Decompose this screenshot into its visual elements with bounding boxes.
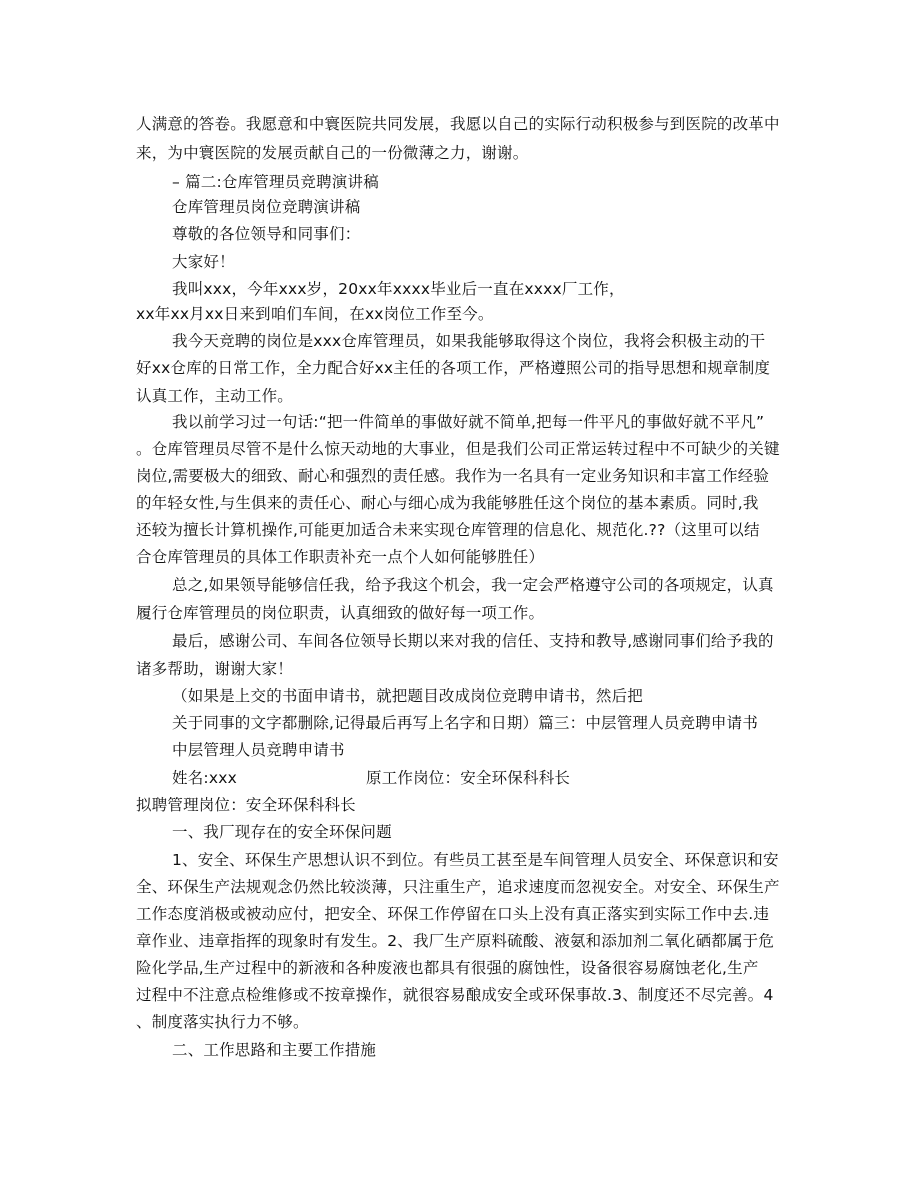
salutation: 尊敬的各位领导和同事们： bbox=[172, 225, 361, 243]
text-line: （如果是上交的书面申请书，就把题目改成岗位竞聘申请书，然后把 bbox=[172, 687, 644, 705]
text-line: 履行仓库管理员的岗位职责，认真细致的做好每一项工作。 bbox=[136, 604, 545, 622]
text-line: 岗位,需要极大的细致、耐心和强烈的责任感。我作为一名具有一定业务知识和丰富工作经验 bbox=[136, 467, 770, 485]
document-title: 仓库管理员岗位竞聘演讲稿 bbox=[172, 198, 361, 216]
text-line: 章作业、违章指挥的现象时有发生。2、我厂生产原料硫酸、液氨和添加剂二氧化硒都属于危 bbox=[136, 932, 775, 950]
section-heading: – 篇二:仓库管理员竞聘演讲稿 bbox=[172, 173, 379, 191]
text-line: 诸多帮助，谢谢大家！ bbox=[136, 660, 294, 678]
proposed-position-label: 拟聘管理岗位：安全环保科科长 bbox=[136, 796, 356, 814]
text-line: 最后，感谢公司、车间各位领导长期以来对我的信任、支持和教导,感谢同事们给予我的 bbox=[172, 632, 774, 650]
section-heading: 一、我厂现存在的安全环保问题 bbox=[172, 823, 392, 841]
text-line: 总之,如果领导能够信任我，给予我这个机会，我一定会严格遵守公司的各项规定，认真 bbox=[172, 576, 774, 594]
text-line: 我以前学习过一句话:“把一件简单的事做好就不简单,把每一件平凡的事做好就不平凡” bbox=[172, 413, 765, 431]
text-line: 认真工作，主动工作。 bbox=[136, 387, 294, 405]
text-line: 我叫xxx，今年xxx岁，20xx年xxxx毕业后一直在xxxx厂工作， bbox=[172, 280, 625, 298]
text-line: 人满意的答卷。我愿意和中寰医院共同发展，我愿以自己的实际行动积极参与到医院的改革中 bbox=[136, 115, 780, 133]
text-line: 我今天竞聘的岗位是xxx仓库管理员，如果我能够取得这个岗位，我将会积极主动的干 bbox=[172, 332, 766, 350]
text-line: 好xx仓库的日常工作，全力配合好xx主任的各项工作，严格遵照公司的指导思想和规章制度 bbox=[136, 359, 771, 377]
text-line: 合仓库管理员的具体工作职责补充一点个人如何能够胜任） bbox=[136, 548, 545, 566]
text-line: 。仓库管理员尽管不是什么惊天动地的大事业，但是我们公司正常运转过程中不可缺少的关键 bbox=[136, 440, 780, 458]
document-title: 中层管理人员竞聘申请书 bbox=[172, 741, 345, 759]
text-line: 工作态度消极或被动应付，把安全、环保工作停留在口头上没有真正落实到实际工作中去.违 bbox=[136, 905, 770, 923]
text-line: 关于同事的文字都删除,记得最后再写上名字和日期）篇三：中层管理人员竞聘申请书 bbox=[172, 714, 759, 732]
text-line: 还较为擅长计算机操作,可能更加适合未来实现仓库管理的信息化、规范化.??（这里可以结 bbox=[136, 521, 760, 539]
text-line: 险化学品,生产过程中的新液和各种废液也都具有很强的腐蚀性，设备很容易腐蚀老化,生产 bbox=[136, 959, 759, 977]
text-line: 、制度落实执行力不够。 bbox=[136, 1013, 309, 1031]
text-line: 来，为中寰医院的发展贡献自己的一份微薄之力，谢谢。 bbox=[136, 144, 529, 162]
section-heading: 二、工作思路和主要工作措施 bbox=[172, 1041, 377, 1059]
text-line: 1、安全、环保生产思想认识不到位。有些员工甚至是车间管理人员安全、环保意识和安 bbox=[172, 851, 779, 869]
text-line: 的年轻女性,与生俱来的责任心、耐心与细心成为我能够胜任这个岗位的基本素质。同时,我 bbox=[136, 494, 759, 512]
text-line: 过程中不注意点检维修或不按章操作，就很容易酿成安全或环保事故.3、制度还不尽完善。4 bbox=[136, 986, 774, 1004]
name-field-label: 姓名:xxx bbox=[172, 769, 237, 787]
greeting: 大家好！ bbox=[172, 253, 235, 271]
original-position-label: 原工作岗位：安全环保科科长 bbox=[366, 769, 571, 787]
text-line: xx年xx月xx日来到咱们车间，在xx岗位工作至今。 bbox=[136, 305, 494, 323]
text-line: 全、环保生产法规观念仍然比较淡薄，只注重生产，追求速度而忽视安全。对安全、环保生产 bbox=[136, 878, 780, 896]
